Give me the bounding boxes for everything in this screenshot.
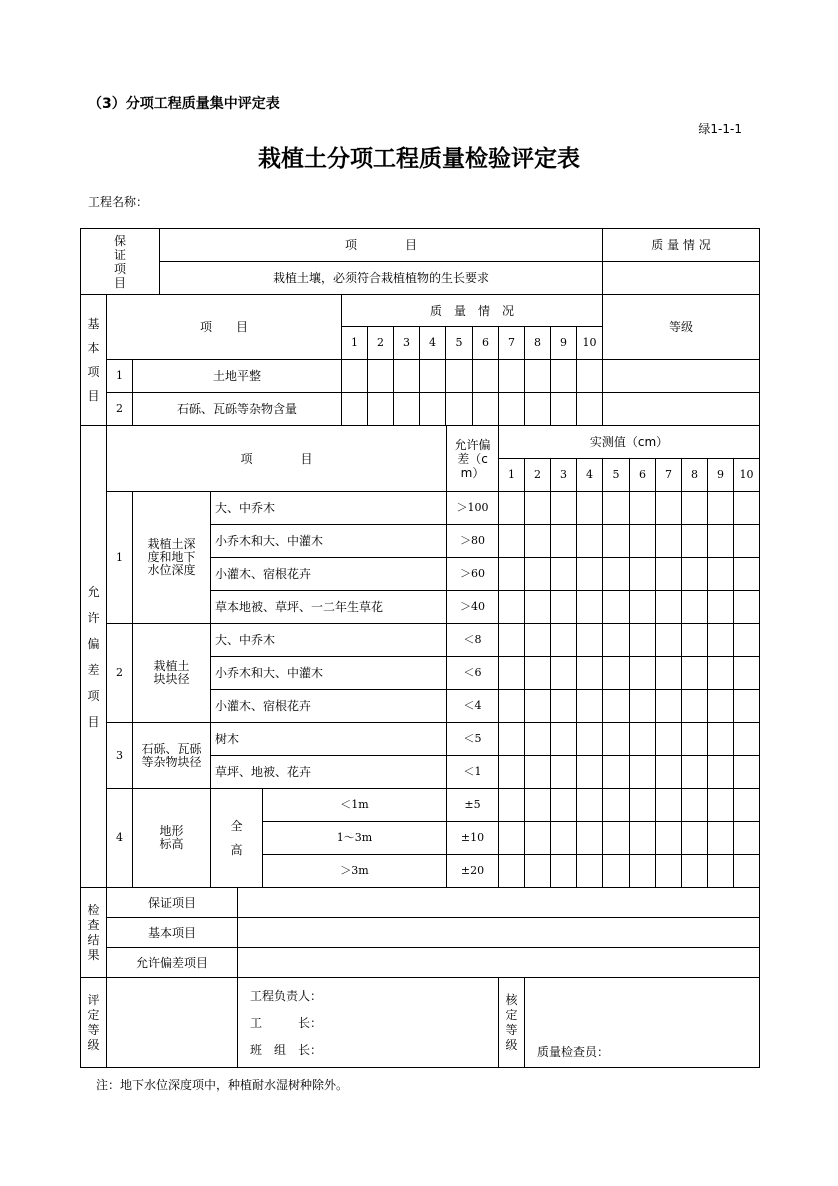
tolerance-item: 草坪、地被、花卉 — [211, 756, 447, 789]
basic-quality-cell[interactable] — [525, 360, 551, 393]
measured-value-cell[interactable] — [603, 525, 630, 558]
basic-grade-cell[interactable] — [603, 393, 760, 426]
measured-value-cell[interactable] — [499, 789, 525, 822]
basic-quality-cell[interactable] — [525, 393, 551, 426]
basic-col-number: 5 — [446, 327, 473, 360]
signer-team-lead: 班 组 长： — [250, 1042, 323, 1057]
rating-label: 评定等级 — [81, 978, 107, 1068]
measured-value-cell[interactable] — [630, 822, 656, 855]
measured-value-cell[interactable] — [734, 855, 760, 888]
measured-value-cell[interactable] — [551, 855, 577, 888]
measured-value-cell[interactable] — [656, 492, 682, 525]
measured-value-cell[interactable] — [551, 558, 577, 591]
measured-value-cell[interactable] — [499, 723, 525, 756]
basic-grade-header: 等级 — [603, 295, 760, 360]
measured-value-cell[interactable] — [577, 558, 603, 591]
guarantee-item-header: 项 目 — [160, 229, 603, 262]
measured-value-cell[interactable] — [603, 657, 630, 690]
measured-value-cell[interactable] — [708, 690, 734, 723]
basic-quality-cell[interactable] — [446, 393, 473, 426]
signers — [238, 978, 499, 1068]
measured-header: 实测值（cm） — [499, 426, 760, 459]
measured-value-cell[interactable] — [603, 756, 630, 789]
project-name-label: 工程名称： — [88, 195, 149, 209]
measured-value-cell[interactable] — [551, 690, 577, 723]
measured-value-cell[interactable] — [682, 657, 708, 690]
measured-value-cell[interactable] — [603, 723, 630, 756]
measured-value-cell[interactable] — [734, 822, 760, 855]
basic-quality-cell[interactable] — [577, 360, 603, 393]
measured-value-cell[interactable] — [734, 525, 760, 558]
tolerance-value: ＜8 — [447, 624, 499, 657]
basic-quality-cell[interactable] — [342, 393, 368, 426]
measured-value-cell[interactable] — [656, 525, 682, 558]
basic-row-no: 2 — [107, 393, 133, 426]
check-row-label: 基本项目 — [107, 918, 238, 948]
group-no: 1 — [107, 492, 133, 624]
measured-value-cell[interactable] — [682, 558, 708, 591]
measured-value-cell[interactable] — [525, 492, 551, 525]
measured-value-cell[interactable] — [708, 525, 734, 558]
measured-value-cell[interactable] — [525, 525, 551, 558]
basic-quality-cell[interactable] — [368, 393, 394, 426]
check-row-label: 保证项目 — [107, 888, 238, 918]
basic-col-number: 1 — [342, 327, 368, 360]
measured-value-cell[interactable] — [577, 822, 603, 855]
measured-value-cell[interactable] — [656, 657, 682, 690]
measured-col-number: 10 — [734, 459, 760, 492]
basic-quality-cell[interactable] — [394, 393, 420, 426]
measured-value-cell[interactable] — [734, 558, 760, 591]
measured-col-number: 1 — [499, 459, 525, 492]
tolerance-value: ±20 — [447, 855, 499, 888]
measured-value-cell[interactable] — [525, 756, 551, 789]
measured-value-cell[interactable] — [734, 624, 760, 657]
measured-value-cell[interactable] — [525, 789, 551, 822]
tolerance-item: 小灌木、宿根花卉 — [211, 690, 447, 723]
guarantee-content: 栽植土壤，必须符合栽植植物的生长要求 — [160, 262, 603, 295]
tolerance-sub-item: 1～3m — [263, 822, 447, 855]
measured-value-cell[interactable] — [682, 525, 708, 558]
signer-project-lead: 工程负责人： — [250, 988, 323, 1003]
measured-value-cell[interactable] — [525, 657, 551, 690]
basic-col-number: 7 — [499, 327, 525, 360]
basic-col-number: 2 — [368, 327, 394, 360]
tolerance-value: ＞40 — [447, 591, 499, 624]
basic-quality-cell[interactable] — [446, 360, 473, 393]
measured-value-cell[interactable] — [577, 690, 603, 723]
basic-quality-cell[interactable] — [551, 360, 577, 393]
measured-value-cell[interactable] — [525, 624, 551, 657]
basic-col-number: 6 — [473, 327, 499, 360]
measured-value-cell[interactable] — [499, 492, 525, 525]
measured-value-cell[interactable] — [734, 789, 760, 822]
measured-value-cell[interactable] — [734, 657, 760, 690]
basic-quality-cell[interactable] — [473, 360, 499, 393]
measured-value-cell[interactable] — [656, 624, 682, 657]
basic-quality-cell[interactable] — [368, 360, 394, 393]
basic-quality-cell[interactable] — [551, 393, 577, 426]
measured-value-cell[interactable] — [682, 789, 708, 822]
signer-foreman: 工 长： — [250, 1015, 323, 1030]
measured-value-cell[interactable] — [525, 822, 551, 855]
measured-value-cell[interactable] — [525, 591, 551, 624]
group-no: 2 — [107, 624, 133, 723]
measured-value-cell[interactable] — [525, 855, 551, 888]
basic-item-header: 项 目 — [107, 295, 342, 360]
measured-value-cell[interactable] — [603, 492, 630, 525]
measured-value-cell[interactable] — [656, 855, 682, 888]
measured-value-cell[interactable] — [551, 657, 577, 690]
check-result-cell[interactable] — [238, 918, 760, 948]
tolerance-sub-item: ＞3m — [263, 855, 447, 888]
measured-value-cell[interactable] — [734, 591, 760, 624]
measured-value-cell[interactable] — [708, 657, 734, 690]
measured-value-cell[interactable] — [708, 789, 734, 822]
measured-col-number: 5 — [603, 459, 630, 492]
measured-value-cell[interactable] — [630, 855, 656, 888]
tolerance-value: ＜6 — [447, 657, 499, 690]
measured-value-cell[interactable] — [630, 624, 656, 657]
measured-value-cell[interactable] — [499, 525, 525, 558]
measured-value-cell[interactable] — [577, 789, 603, 822]
measured-value-cell[interactable] — [525, 558, 551, 591]
basic-col-number: 4 — [420, 327, 446, 360]
basic-quality-cell[interactable] — [420, 393, 446, 426]
group-no: 3 — [107, 723, 133, 789]
measured-value-cell[interactable] — [551, 591, 577, 624]
measured-value-cell[interactable] — [682, 624, 708, 657]
measured-value-cell[interactable] — [734, 723, 760, 756]
measured-value-cell[interactable] — [734, 690, 760, 723]
tolerance-item: 草本地被、草坪、一二年生草花 — [211, 591, 447, 624]
measured-value-cell[interactable] — [630, 525, 656, 558]
measured-col-number: 6 — [630, 459, 656, 492]
measured-col-number: 3 — [551, 459, 577, 492]
basic-label: 基本项目 — [81, 295, 107, 426]
measured-value-cell[interactable] — [499, 657, 525, 690]
check-result-cell[interactable] — [238, 948, 760, 978]
measured-value-cell[interactable] — [499, 756, 525, 789]
tolerance-value: ±10 — [447, 822, 499, 855]
measured-value-cell[interactable] — [603, 558, 630, 591]
section-heading: （3）分项工程质量集中评定表 — [88, 96, 280, 112]
check-label: 检查结果 — [81, 888, 107, 978]
measured-value-cell[interactable] — [630, 756, 656, 789]
measured-value-cell[interactable] — [708, 756, 734, 789]
guarantee-label: 保 证 项 目 — [81, 229, 160, 295]
group-name: 栽植土深度和地下水位深度 — [133, 492, 211, 624]
rating-cell[interactable] — [107, 978, 238, 1068]
basic-quality-cell[interactable] — [473, 393, 499, 426]
basic-quality-cell[interactable] — [577, 393, 603, 426]
tolerance-item: 大、中乔木 — [211, 624, 447, 657]
measured-value-cell[interactable] — [708, 624, 734, 657]
measured-value-cell[interactable] — [630, 657, 656, 690]
measured-value-cell[interactable] — [708, 558, 734, 591]
measured-col-number: 8 — [682, 459, 708, 492]
basic-col-number: 10 — [577, 327, 603, 360]
measured-value-cell[interactable] — [656, 558, 682, 591]
inspector-cell[interactable] — [525, 978, 760, 1068]
measured-value-cell[interactable] — [708, 492, 734, 525]
measured-value-cell[interactable] — [603, 690, 630, 723]
tolerance-sub-item: ＜1m — [263, 789, 447, 822]
group-sub: 全高 — [211, 789, 263, 888]
measured-value-cell[interactable] — [525, 690, 551, 723]
tolerance-value: ±5 — [447, 789, 499, 822]
tolerance-value: ＜5 — [447, 723, 499, 756]
basic-col-number: 8 — [525, 327, 551, 360]
tolerance-item: 小乔木和大、中灌木 — [211, 525, 447, 558]
measured-value-cell[interactable] — [630, 558, 656, 591]
tolerance-item: 大、中乔木 — [211, 492, 447, 525]
measured-value-cell[interactable] — [656, 822, 682, 855]
measured-value-cell[interactable] — [551, 789, 577, 822]
basic-col-number: 3 — [394, 327, 420, 360]
measured-value-cell[interactable] — [551, 525, 577, 558]
measured-value-cell[interactable] — [630, 723, 656, 756]
measured-value-cell[interactable] — [499, 591, 525, 624]
tolerance-value: ＞80 — [447, 525, 499, 558]
measured-col-number: 2 — [525, 459, 551, 492]
measured-value-cell[interactable] — [734, 756, 760, 789]
basic-quality-cell[interactable] — [499, 393, 525, 426]
measured-value-cell[interactable] — [499, 624, 525, 657]
tolerance-item: 小灌木、宿根花卉 — [211, 558, 447, 591]
measured-value-cell[interactable] — [656, 690, 682, 723]
measured-value-cell[interactable] — [577, 723, 603, 756]
basic-col-number: 9 — [551, 327, 577, 360]
basic-grade-cell[interactable] — [603, 360, 760, 393]
measured-value-cell[interactable] — [551, 723, 577, 756]
measured-value-cell[interactable] — [499, 690, 525, 723]
tolerance-value: ＞100 — [447, 492, 499, 525]
check-result-cell[interactable] — [238, 888, 760, 918]
basic-row-item: 石砾、瓦砾等杂物含量 — [133, 393, 342, 426]
measured-value-cell[interactable] — [630, 789, 656, 822]
tolerance-header: 允许偏差（cm） — [447, 426, 499, 492]
measured-value-cell[interactable] — [708, 591, 734, 624]
measured-value-cell[interactable] — [551, 624, 577, 657]
tolerance-label: 允许偏差项目 — [81, 426, 107, 888]
measured-value-cell[interactable] — [656, 756, 682, 789]
measured-value-cell[interactable] — [682, 822, 708, 855]
measured-value-cell[interactable] — [734, 492, 760, 525]
measured-value-cell[interactable] — [656, 723, 682, 756]
guarantee-quality-header: 质 量 情 况 — [603, 229, 760, 262]
group-name: 地形标高 — [133, 789, 211, 888]
tolerance-value: ＞60 — [447, 558, 499, 591]
measured-value-cell[interactable] — [525, 723, 551, 756]
form-code: 绿1-1-1 — [698, 122, 742, 136]
guarantee-quality-cell[interactable] — [603, 262, 760, 295]
measured-value-cell[interactable] — [499, 822, 525, 855]
measured-value-cell[interactable] — [577, 756, 603, 789]
measured-value-cell[interactable] — [577, 525, 603, 558]
basic-quality-cell[interactable] — [342, 360, 368, 393]
measured-value-cell[interactable] — [630, 690, 656, 723]
measured-value-cell[interactable] — [630, 492, 656, 525]
tolerance-item: 小乔木和大、中灌木 — [211, 657, 447, 690]
tolerance-value: ＜4 — [447, 690, 499, 723]
measured-value-cell[interactable] — [682, 690, 708, 723]
measured-value-cell[interactable] — [682, 492, 708, 525]
measured-value-cell[interactable] — [682, 723, 708, 756]
measured-value-cell[interactable] — [603, 624, 630, 657]
tolerance-value: ＜1 — [447, 756, 499, 789]
measured-value-cell[interactable] — [682, 591, 708, 624]
basic-quality-cell[interactable] — [394, 360, 420, 393]
measured-col-number: 7 — [656, 459, 682, 492]
measured-value-cell[interactable] — [708, 822, 734, 855]
page-title: 栽植土分项工程质量检验评定表 — [258, 146, 580, 172]
measured-value-cell[interactable] — [577, 624, 603, 657]
measured-value-cell[interactable] — [603, 855, 630, 888]
measured-value-cell[interactable] — [551, 492, 577, 525]
tolerance-item-header: 项 目 — [107, 426, 447, 492]
verify-label: 核定等级 — [499, 978, 525, 1068]
measured-value-cell[interactable] — [603, 591, 630, 624]
check-row-label: 允许偏差项目 — [107, 948, 238, 978]
measured-value-cell[interactable] — [656, 591, 682, 624]
measured-value-cell[interactable] — [682, 855, 708, 888]
basic-quality-cell[interactable] — [420, 360, 446, 393]
measured-value-cell[interactable] — [603, 822, 630, 855]
measured-value-cell[interactable] — [499, 855, 525, 888]
measured-value-cell[interactable] — [499, 558, 525, 591]
measured-col-number: 9 — [708, 459, 734, 492]
inspector-label: 质量检查员： — [537, 1045, 610, 1059]
measured-value-cell[interactable] — [577, 591, 603, 624]
evaluation-table — [80, 228, 760, 1068]
measured-value-cell[interactable] — [630, 591, 656, 624]
measured-value-cell[interactable] — [708, 855, 734, 888]
basic-row-item: 土地平整 — [133, 360, 342, 393]
measured-value-cell[interactable] — [551, 822, 577, 855]
measured-value-cell[interactable] — [551, 756, 577, 789]
measured-value-cell[interactable] — [656, 789, 682, 822]
measured-col-number: 4 — [577, 459, 603, 492]
measured-value-cell[interactable] — [603, 789, 630, 822]
basic-quality-header: 质 量 情 况 — [342, 295, 603, 327]
tolerance-item: 树木 — [211, 723, 447, 756]
group-name: 石砾、瓦砾等杂物块径 — [133, 723, 211, 789]
measured-value-cell[interactable] — [577, 492, 603, 525]
group-name: 栽植土块块径 — [133, 624, 211, 723]
basic-quality-cell[interactable] — [499, 360, 525, 393]
group-no: 4 — [107, 789, 133, 888]
measured-value-cell[interactable] — [577, 657, 603, 690]
measured-value-cell[interactable] — [682, 756, 708, 789]
footnote: 注：地下水位深度项中，种植耐水湿树种除外。 — [96, 1078, 349, 1092]
measured-value-cell[interactable] — [708, 723, 734, 756]
measured-value-cell[interactable] — [577, 855, 603, 888]
basic-row-no: 1 — [107, 360, 133, 393]
